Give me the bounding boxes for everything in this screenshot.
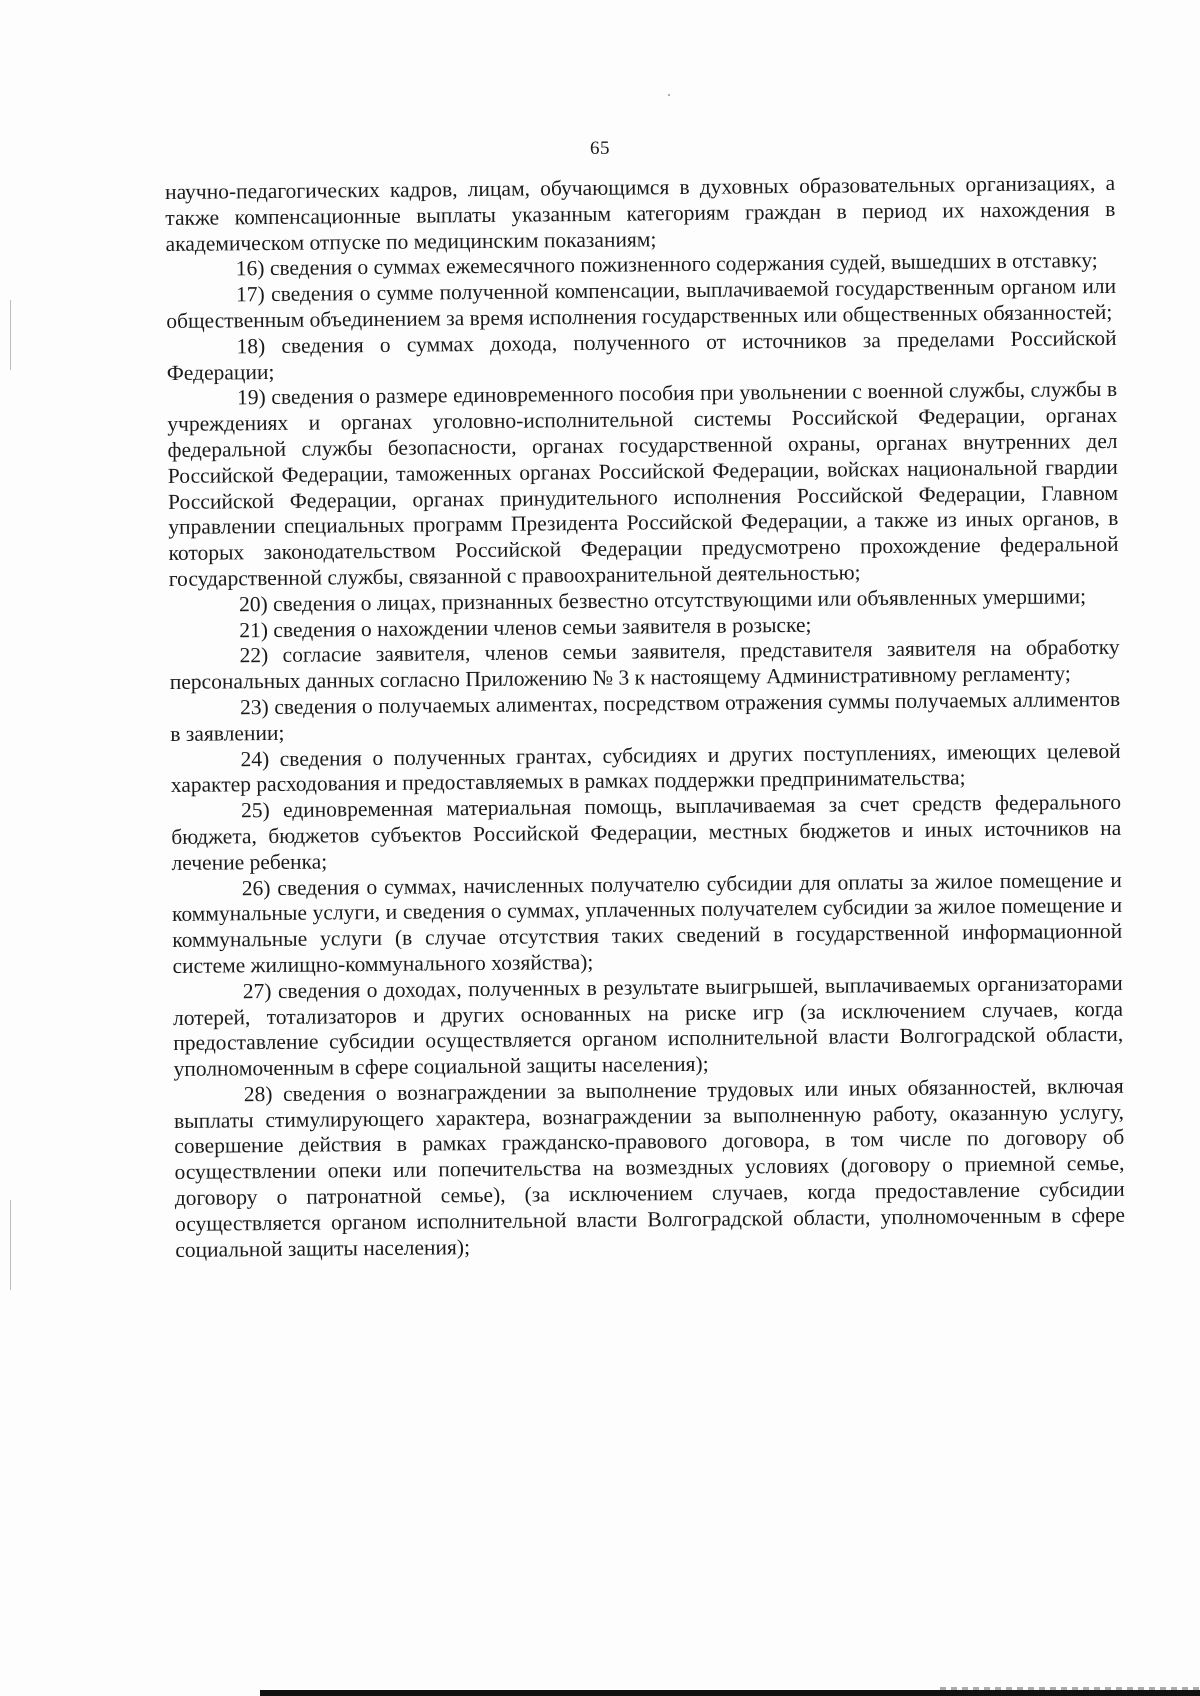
- paragraph-item-20: 20) сведения о лицах, признанных безвестно отсутствующими или объявленных умершими;: [238, 583, 1087, 617]
- paragraph-item-21: 21) сведения о нахождении членов семьи заявителя в розыске;: [239, 612, 812, 642]
- scan-speck: [668, 94, 670, 96]
- scan-margin-mark: [10, 1200, 11, 1290]
- paragraph-item-18: 18) сведения о суммах дохода, полученного от источников за пределами Российской Федерации;: [166, 325, 1117, 385]
- paragraph-item-22: 22) согласие заявителя, членов семьи заявителя, представителя заявителя на обработку персональных данных согласно Приложению № 3 к настоящему Административному регламенту;: [169, 635, 1120, 695]
- paragraph-item-27: 27) сведения о доходах, полученных в результате выигрышей, выплачиваемых организаторами лотерей, тотализаторов и других основанных на риске игр (за исключением случаев, когда предоставление субсидии осуществляется органом исполнительной власти Волгоградской области, уполномоченным в сфере социальной защиты населения);: [172, 970, 1124, 1082]
- paragraph-item-26: 26) сведения о суммах, начисленных получателю субсидии для оплаты за жилое помещение и коммунальные услуги, и сведения о суммах, уплаченных получателем субсидии за жилое помещение и коммунальные услуги (в случае отсутствия таких сведений в государственной информационной системе жилищно-коммунального хозяйства);: [171, 867, 1123, 978]
- scan-margin-mark: [10, 300, 11, 370]
- paragraph-item-19: 19) сведения о размере единовременного пособия при увольнении с военной службы, службы в учреждениях и органах уголовно-исполнительной системы Российской Федерации, органах федеральной службы безопасности, органах государственной охраны, органах внутренних дел Российской Федерации, таможенных органах Российской Федерации, войсках национальной гвардии Российской Федерации, органах принудительного исполнения Российской Федерации, Главном управлении специальных программ Президента Российской Федерации, а также из иных органов, в которых законодательством Российской Федерации предусмотрено прохождение федеральной государственной службы, связанной с правоохранительной деятельностью;: [167, 377, 1119, 591]
- paragraph-item-23: 23) сведения о получаемых алиментах, посредством отражения суммы получаемых аллиментов в заявлении;: [170, 686, 1121, 746]
- paragraph-item-24: 24) сведения о полученных грантах, субсидиях и других поступлениях, имеющих целевой характер расходования и предоставляемых в рамках поддержки предпринимательства;: [170, 738, 1121, 798]
- paragraph-continuation: научно-педагогических кадров, лицам, обучающимся в духовных образовательных организациях, а также компенсационные выплаты указанным категориям граждан в период их нахождения в академическом отпуске по медицинским показаниям;: [165, 170, 1116, 256]
- scan-bottom-edge: [260, 1690, 1200, 1696]
- paragraph-item-17: 17) сведения о сумме полученной компенсации, выплачиваемой государственным органом или общественным объединением за время исполнения государственных или общественных обязанностей;: [166, 274, 1117, 333]
- page-number: 65: [590, 138, 610, 159]
- paragraph-item-16: 16) сведения о суммах ежемесячного пожизненного содержания судей, вышедших в отставку;: [235, 248, 1098, 281]
- paragraph-item-28: 28) сведения о вознаграждении за выполнение трудовых или иных обязанностей, включая выплаты стимулирующего характера, вознаграждении за выполненную работу, оказанную услугу, совершение действия в рамках гражданско-правового договора, в том числе по договору об осуществлении опеки или попечительства на возмездных условиях (договору о приемной семье, договору о патронатной семье), (за исключением случаев, когда предоставление субсидии осуществляется органом исполнительной власти Волгоградской области, уполномоченным в сфере социальной защиты населения);: [173, 1073, 1126, 1262]
- paragraph-item-25: 25) единовременная материальная помощь, выплачиваемая за счет средств федерального бюджета, бюджетов субъектов Российской Федерации, местных бюджетов и иных источников на лечение ребенка;: [171, 789, 1122, 875]
- document-body: [165, 171, 1125, 1264]
